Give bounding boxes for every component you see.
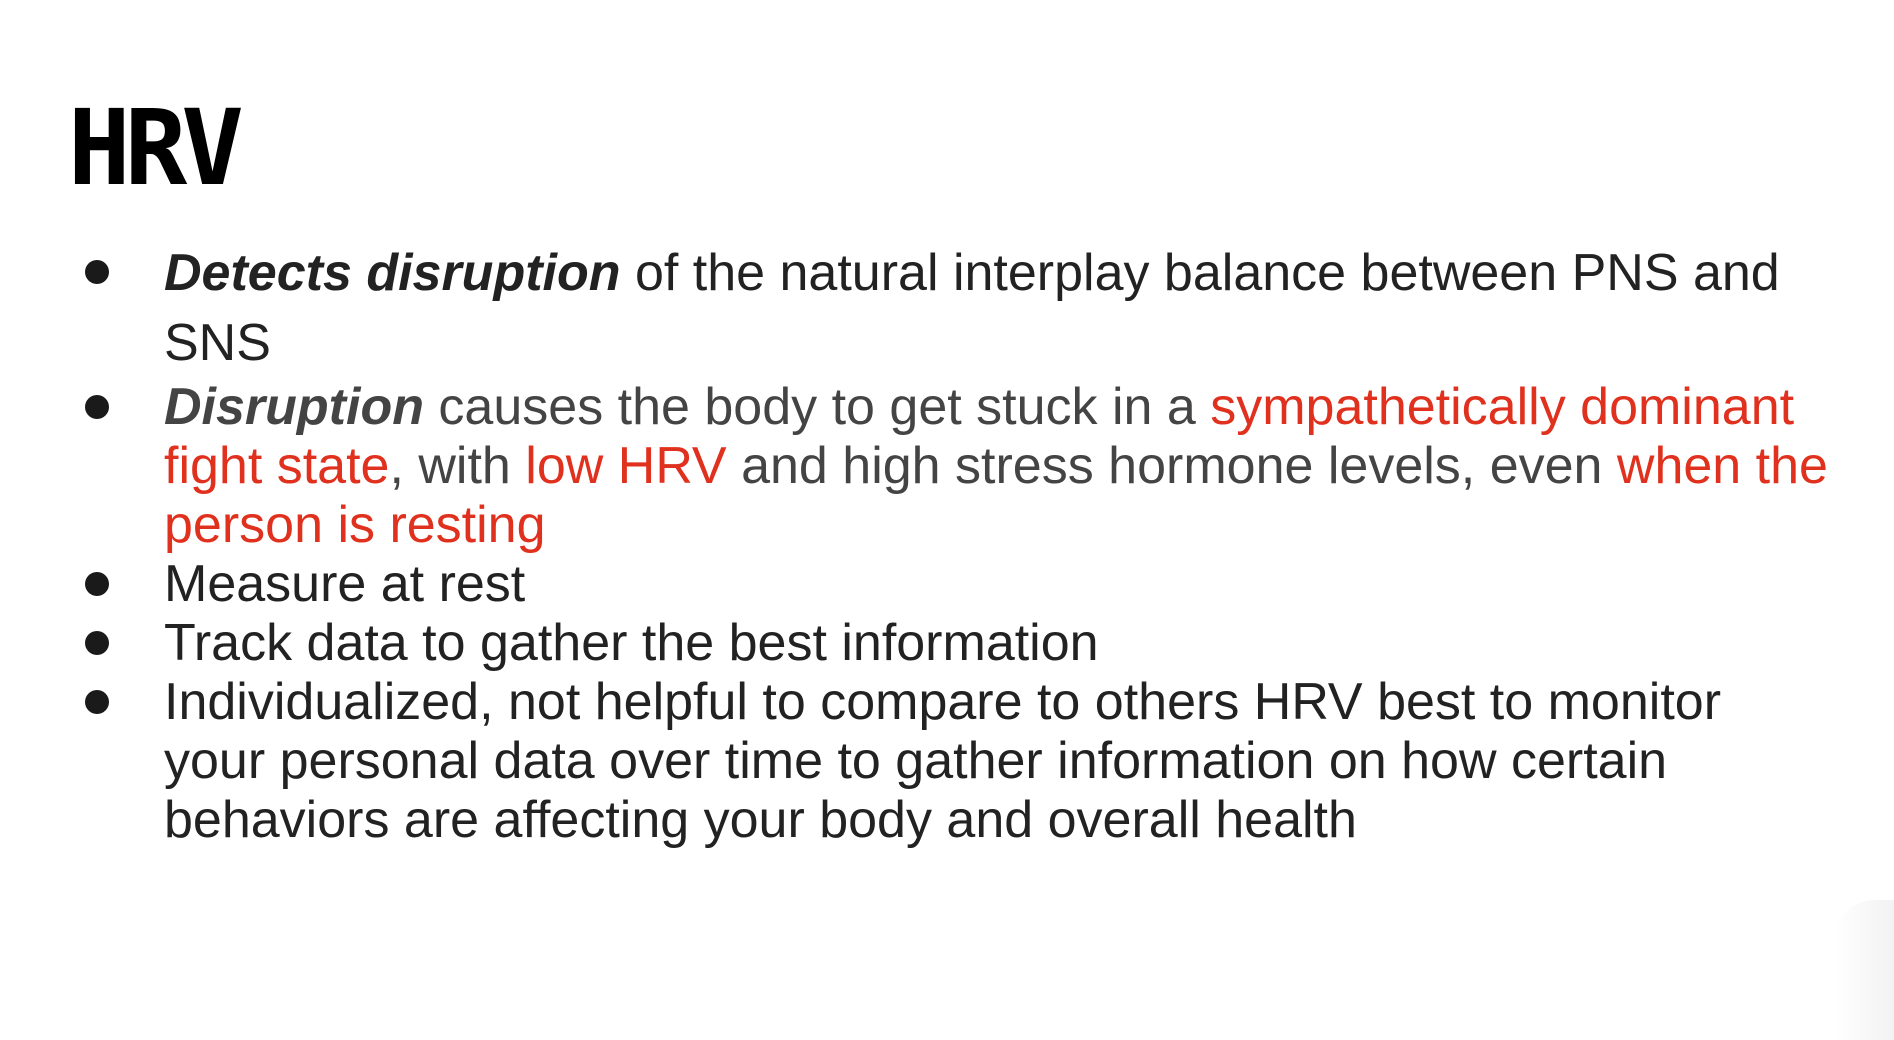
bullet-text: Measure at rest [164, 555, 526, 613]
highlight-resting: when the person is resting [164, 437, 1828, 554]
bullet-list [0, 238, 1894, 850]
highlight-low-hrv: low HRV [525, 437, 727, 495]
bullet-text: and high stress hormone levels, even [726, 437, 1617, 495]
bullet-item-individualized [0, 673, 1894, 850]
bullet-text: causes the body to get stuck in a [423, 378, 1211, 436]
bullet-item-detects-disruption [0, 238, 1894, 378]
bullet-text: of the natural interplay balance between PNS and SNS [164, 244, 1780, 372]
bullet-item-disruption [0, 378, 1894, 555]
bullet-text: , with [389, 437, 526, 495]
panel-edge-shadow [1834, 900, 1894, 1040]
bullet-emphasis: Detects disruption [164, 244, 621, 302]
bullet-item-track-data [0, 614, 1894, 673]
bullet-dot-icon [85, 395, 109, 419]
bullet-dot-icon [85, 631, 109, 655]
bullet-item-measure-at-rest [0, 555, 1894, 614]
highlight-fight-state: sympathetically dominant fight state [164, 378, 1795, 495]
bullet-emphasis: Disruption [164, 378, 424, 436]
bullet-dot-icon [85, 572, 109, 596]
bullet-dot-icon [85, 260, 109, 284]
bullet-dot-icon [85, 690, 109, 714]
bullet-text: Track data to gather the best information [164, 614, 1099, 672]
bullet-text: Individualized, not helpful to compare to others HRV best to monitor your personal data over time to gather information on how certain behaviors are affecting your body and overall health [164, 673, 1722, 849]
slide-title: HRV [68, 87, 238, 209]
